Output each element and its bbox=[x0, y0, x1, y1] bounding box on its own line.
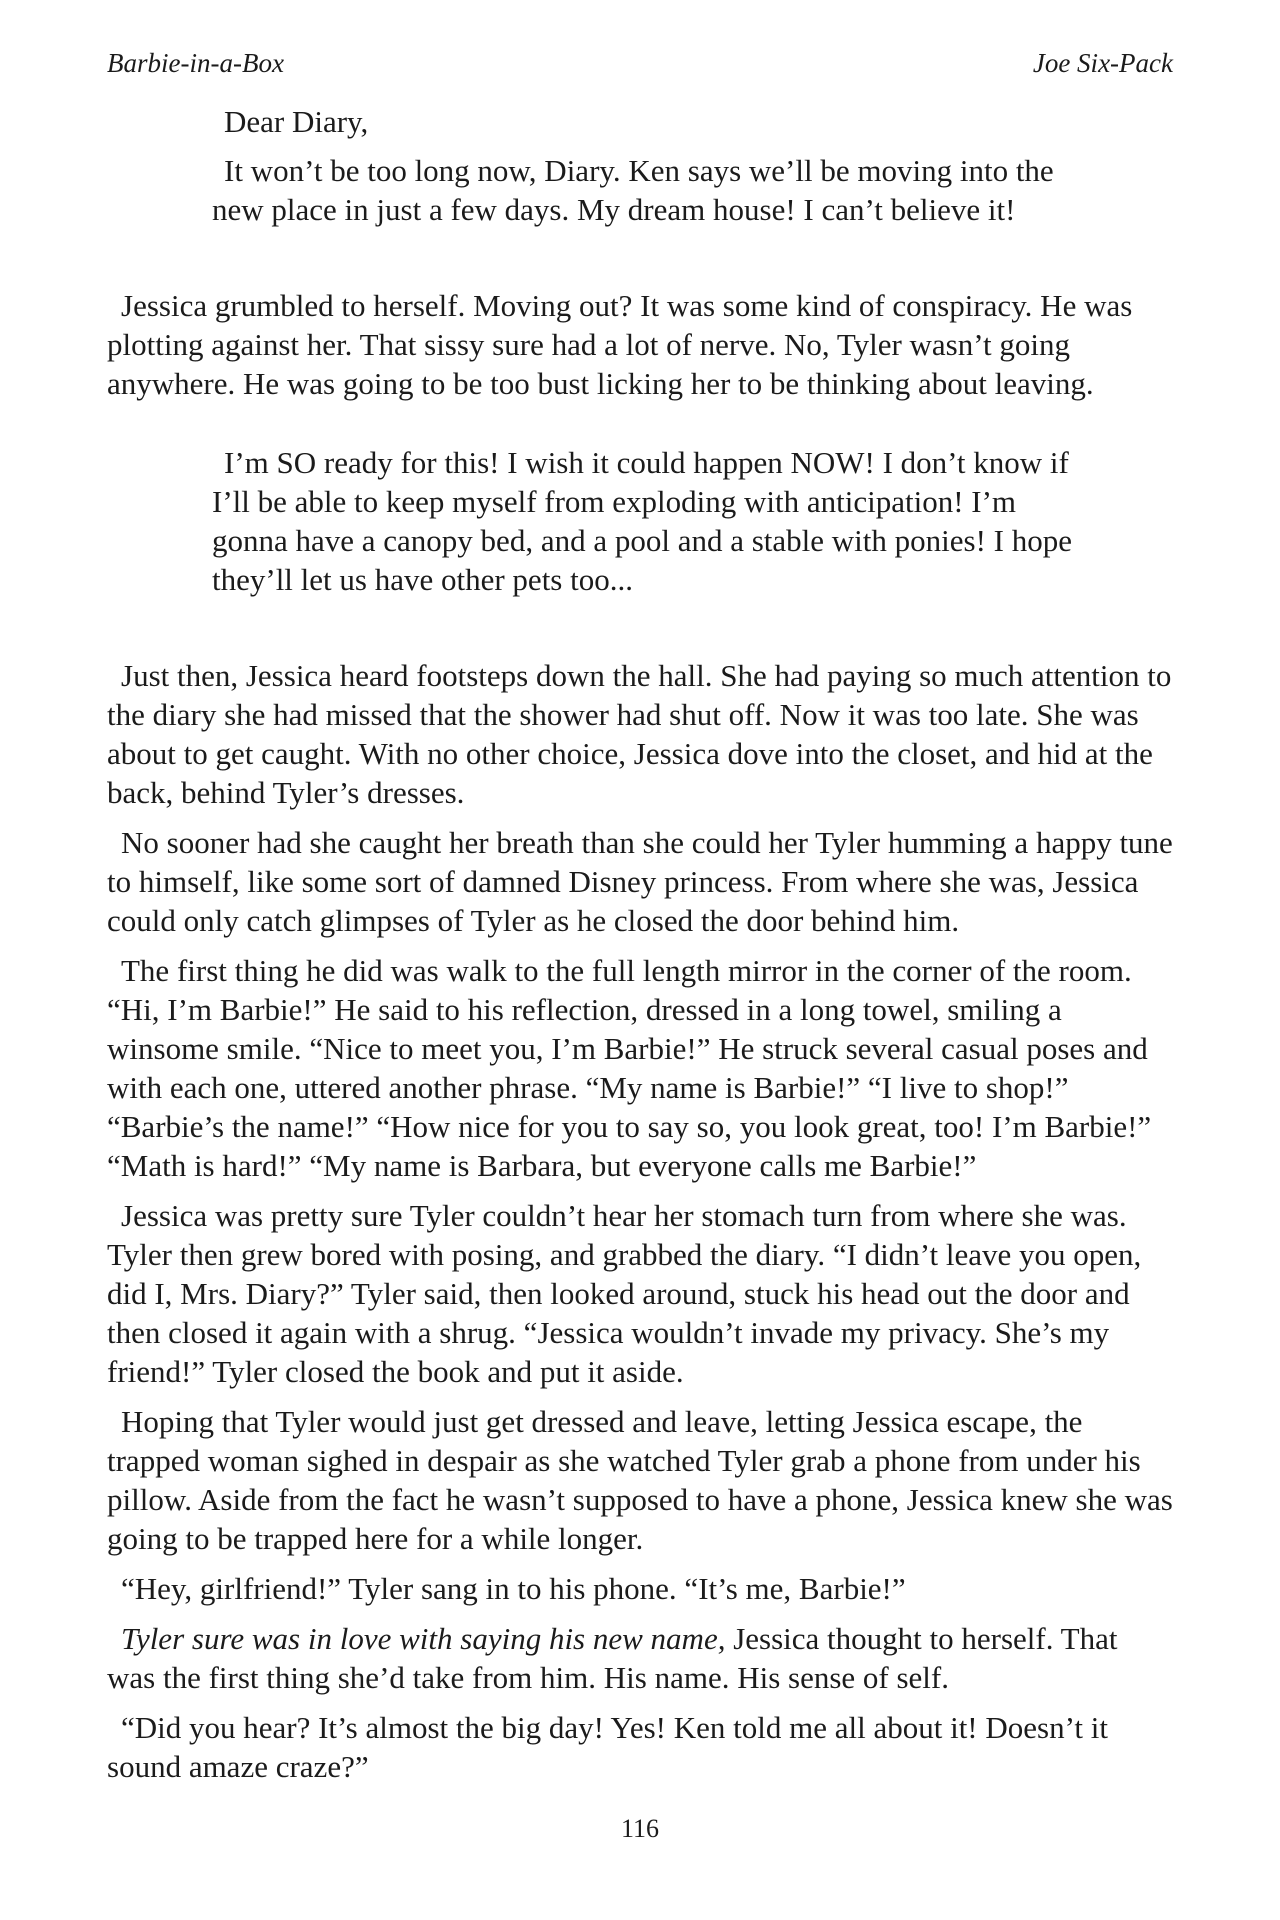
narrative-block-1 bbox=[107, 286, 1173, 403]
diary-entry-2 bbox=[212, 443, 1092, 599]
paragraph-rest: Jessica thought to herself. That was the first thing she’d take from him. His name. His sense of self. bbox=[107, 1621, 1118, 1695]
italic-thought: Tyler sure was in love with saying his new name, bbox=[121, 1621, 726, 1656]
paragraph: No sooner had she caught her breath than she could her Tyler humming a happy tune to himself, like some sort of damned Disney princess. From where she was, Jessica could only catch glimpses of Tyler as he closed the door behind him. bbox=[107, 825, 1173, 938]
paragraph: Hoping that Tyler would just get dressed and leave, letting Jessica escape, the trapped woman sighed in despair as she watched Tyler grab a phone from under his pillow. Aside from the fact he wasn’t supposed to have a phone, Jessica knew she was going to be trapped here for a while longer. bbox=[107, 1404, 1173, 1556]
narrative-block-2 bbox=[107, 656, 1173, 1786]
page-content bbox=[107, 102, 1173, 1797]
paragraph: Jessica grumbled to herself. Moving out? It was some kind of conspiracy. He was plotting against her. That sissy sure had a lot of nerve. No, Tyler wasn’t going anywhere. He was going to be too bust licking her to be thinking about leaving. bbox=[107, 288, 1133, 401]
paragraph: “Did you hear? It’s almost the big day! Yes! Ken told me all about it! Doesn’t it sound amaze craze?” bbox=[107, 1710, 1108, 1784]
page-number: 116 bbox=[620, 1814, 660, 1843]
diary-salutation: Dear Diary, bbox=[224, 104, 369, 139]
diary-entry-1 bbox=[212, 102, 1092, 229]
paragraph: The first thing he did was walk to the full length mirror in the corner of the room. “Hi, I’m Barbie!” He said to his reflection, dressed in a long towel, smiling a winsome smile. “Nice to meet you, I’m Barbie!” He struck several casual poses and with each one, uttered another phrase. “My name is Barbie!” “I live to shop!” “Barbie’s the name!” “How nice for you to say so, you look great, too! I’m Barbie!” “Math is hard!” “My name is Barbara, but everyone calls me Barbie!” bbox=[107, 953, 1152, 1183]
diary-entry-text: I’m SO ready for this! I wish it could happen NOW! I don’t know if I’ll be able to keep myself from exploding with anticipation! I’m gonna have a canopy bed, and a pool and a stable with ponies! I hope they’ll let us have other pets too... bbox=[212, 445, 1072, 597]
paragraph: Jessica was pretty sure Tyler couldn’t hear her stomach turn from where she was. Tyler then grew bored with posing, and grabbed the diary. “I didn’t leave you open, did I, Mrs. Diary?” Tyler said, then looked around, stuck his head out the door and then closed it again with a shrug. “Jessica wouldn’t invade my privacy. She’s my friend!” Tyler closed the book and put it aside. bbox=[107, 1198, 1142, 1389]
running-header bbox=[107, 48, 1173, 88]
paragraph: Just then, Jessica heard footsteps down the hall. She had paying so much attention to the diary she had missed that the shower had shut off. Now it was too late. She was about to get caught. With no other choice, Jessica dove into the closet, and hid at the back, behind Tyler’s dresses. bbox=[107, 658, 1172, 810]
book-title: Barbie-in-a-Box bbox=[107, 48, 284, 78]
paragraph-italic-thought bbox=[107, 1619, 1173, 1697]
author-name: Joe Six-Pack bbox=[1032, 48, 1173, 78]
paragraph: “Hey, girlfriend!” Tyler sang in to his phone. “It’s me, Barbie!” bbox=[121, 1571, 906, 1606]
diary-entry-text: It won’t be too long now, Diary. Ken says we’ll be moving into the new place in just a few days. My dream house! I can’t believe it! bbox=[212, 153, 1054, 227]
